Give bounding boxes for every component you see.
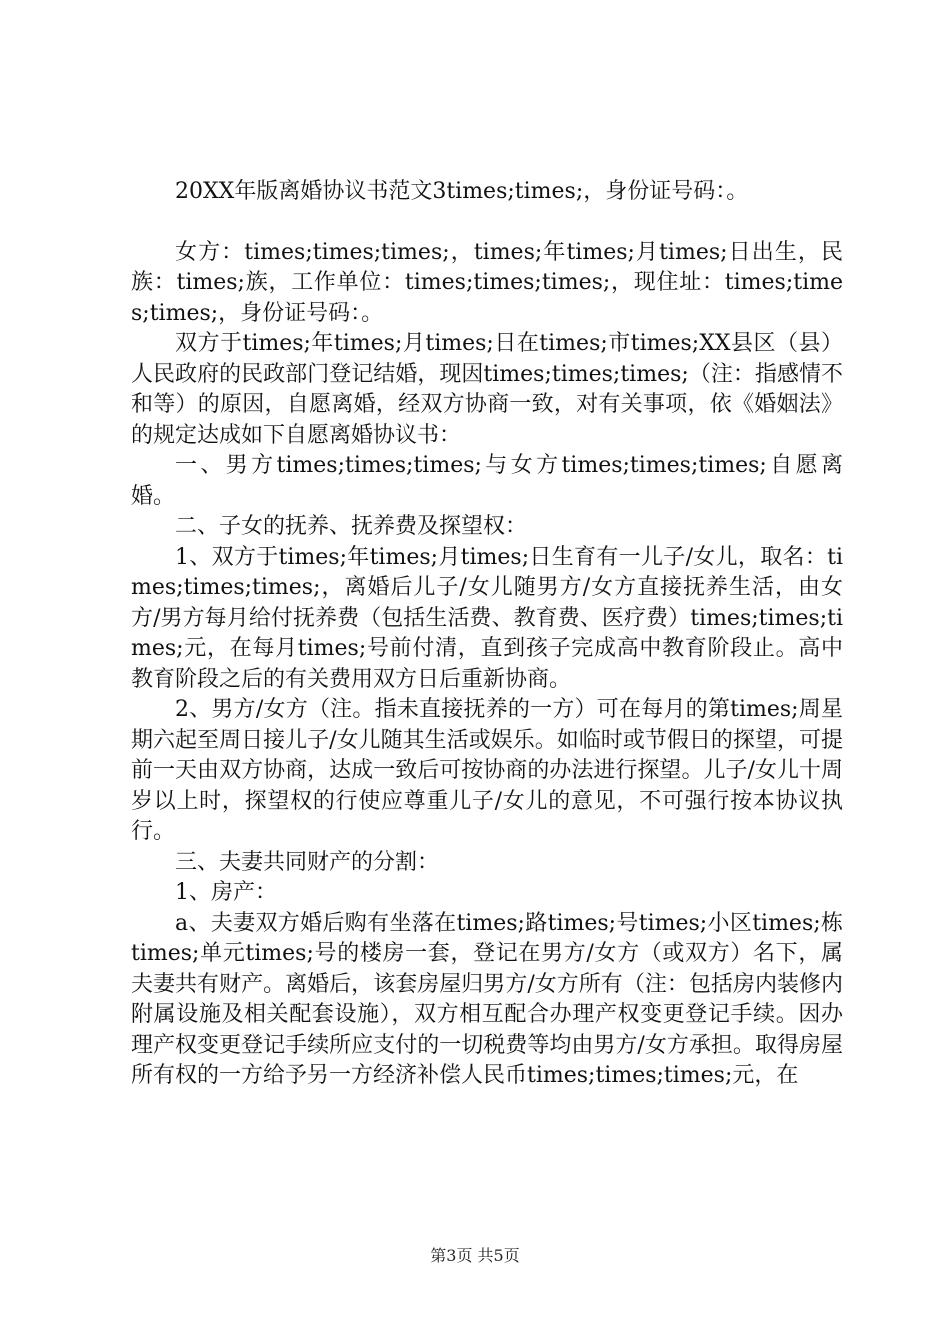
- paragraph-child-support: 1、双方于times;年times;月times;日生育有一儿子/女儿，取名：times;times;times;，离婚后儿子/女儿随男方/女方直接抚养生活，由女方/男方每月给付抚养费（包括生活费、教育费、医疗费）times;times;times;元，在每月times;号前付清，直到孩子完成高中教育阶段止。高中教育阶段之后的有关费用双方日后重新协商。: [131, 544, 843, 692]
- paragraph-property-heading: 1、房产：: [175, 880, 277, 905]
- paragraph-female-party: 女方：times;times;times;，times;年times;月times;日出生，民族：times;族，工作单位：times;times;times;，现住址：times;times;times;，身份证号码：。: [131, 239, 843, 326]
- paragraph-marriage-registration: 双方于times;年times;月times;日在times;市times;XX县区（县）人民政府的民政部门登记结婚，现因times;times;times;（注：指感情不和等）的原因，自愿离婚，经双方协商一致，对有关事项，依《婚姻法》的规定达成如下自愿离婚协议书：: [131, 331, 843, 448]
- page-footer: 第3页 共5页: [430, 1246, 520, 1265]
- document-body: [131, 177, 843, 1092]
- paragraph-clause-3-heading: 三、夫妻共同财产的分割：: [175, 849, 440, 875]
- paragraph-clause-1: 一、男方times;times;times;与女方times;times;times;自愿离婚。: [131, 453, 843, 509]
- paragraph-visitation: 2、男方/女方（注。指未直接抚养的一方）可在每月的第times;周星期六起至周日接儿子/女儿随其生活或娱乐。如临时或节假日的探望，可提前一天由双方协商，达成一致后可按协商的办法进行探望。儿子/女儿十周岁以上时，探望权的行使应尊重儿子/女儿的意见，不可强行按本协议执行。: [131, 697, 843, 844]
- paragraph-house-division: a、夫妻双方婚后购有坐落在times;路times;号times;小区times;栋times;单元times;号的楼房一套，登记在男方/女方（或双方）名下，属夫妻共有财产。离婚后，该套房屋归男方/女方所有（注：包括房内装修内附属设施及相关配套设施），双方相互配合办理产权变更登记手续。因办理产权变更登记手续所应支付的一切税费等均由男方/女方承担。取得房屋所有权的一方给予另一方经济补偿人民币times;times;times;元，在: [131, 910, 843, 1088]
- document-title-line: 20XX年版离婚协议书范文3times;times;，身份证号码：。: [175, 179, 749, 204]
- paragraph-clause-2-heading: 二、子女的抚养、抚养费及探望权：: [175, 514, 528, 539]
